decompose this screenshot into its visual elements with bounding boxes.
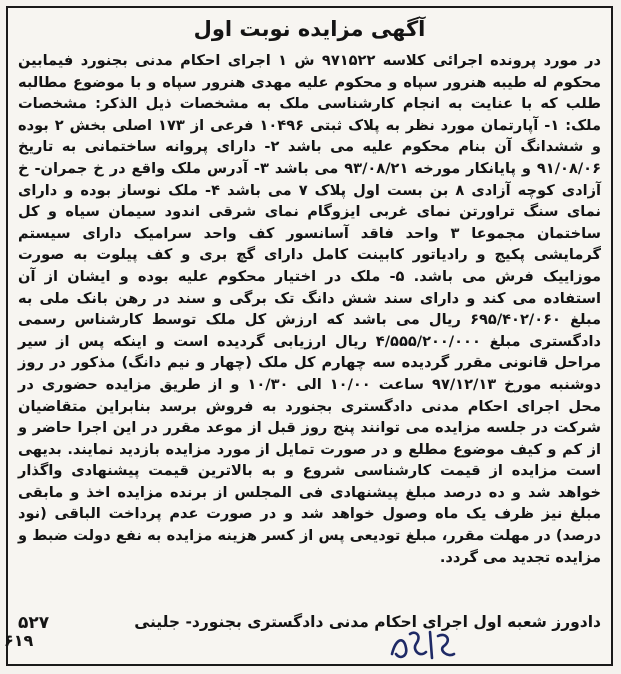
signature-line: دادورز شعبه اول اجرای احکام مدنی دادگستری بجنورد- جلینی [134, 613, 601, 631]
code-number: ۵۲۷ [18, 613, 50, 633]
notice-body: در مورد پرونده اجرائی کلاسه ۹۷۱۵۲۲ ش ۱ اجرای احکام مدنی بجنورد فیمابین محکوم له طیبه هنرور سپاه و محکوم علیه مهدی هنرور سپاه و با موضوع مطالبه طلب که با عنایت به انجام کارشناسی ملک به مشخصات ذیل الذکر: مشخصات ملک: ۱- آپارتمان مورد نظر به پلاک ثبتی ۱۰۴۹۶ فرعی از ۱۷۳ اصلی بخش ۲ بوده و ششدانگ آن بنام محکوم علیه می باشد ۲- دارای پروانه ساختمانی به تاریخ ۹۱/۰۸/۰۶ و پایانکار مورخه ۹۳/۰۸/۲۱ می باشد ۳- آدرس ملک واقع در خ جمران- خ آزادی کوچه آزادی ۸ بن بست اول پلاک ۷ می باشد ۴- ملک نوساز بوده و دارای نمای سنگ تراورتن نمای غربی ایزوگام نمای شرقی اندود سیمان سیاه و کل ساختمان مجموعا ۳ واحد فاقد آسانسور کف واحد سرامیک دارای سیستم گرمایشی پکیج و رادیاتور کابینت کامل دارای گچ بری و کف پیلوت به صورت موزاییک فرش می باشد. ۵- ملک در اختیار محکوم علیه بوده و ایشان از آن استفاده می کند و دارای سند شش دانگ تک برگی و سند در رهن بانک ملی به مبلغ ۶۹۵/۴۰۲/۰۶۰ ریال می باشد که ارزش کل ملک توسط کارشناس رسمی دادگستری مبلغ ۴/۵۵۵/۲۰۰/۰۰۰ ریال ارزیابی گردیده است و اینکه پس از سیر مراحل قانونی مقرر گردیده سه چهارم کل ملک (چهار و نیم دانگ) مذکور در روز دوشنبه مورخ ۹۷/۱۲/۱۳ ساعت ۱۰/۰۰ الی ۱۰/۳۰ و از طریق مزایده حضوری در محل اجرای احکام مدنی دادگستری بجنورد به فروش برسد بنابراین متقاضیان شرکت در جلسه مزایده می توانند پنج روز قبل از موعد مقرر در این اجرا حاضر و از کم و کیف موضوع مطلع و در صورت تمایل از مورد مزایده بازدید نمایند. بدیهی است مزایده از قیمت کارشناسی شروع و به بالاترین قیمت پیشنهادی واگذار خواهد شد و ده درصد مبلغ پیشنهادی فی المجلس از برنده مزایده اخذ و مابقی مبلغ نیز ظرف یک ماه وصول خواهد شد و در صورت عدم پرداخت الباقی (نود درصد) در مهلت مقرر، مبلغ تودیعی پس از کسر هزینه مزایده به نفع دولت ضبط و مزایده تجدید می گردد. [18, 52, 602, 566]
handwritten-number-mark [386, 624, 458, 666]
sheet-number: ۶۱۹ [4, 631, 34, 650]
notice-footer [18, 613, 601, 639]
auction-notice [6, 6, 613, 666]
notice-title: آگهی مزایده نوبت اول [193, 17, 426, 41]
